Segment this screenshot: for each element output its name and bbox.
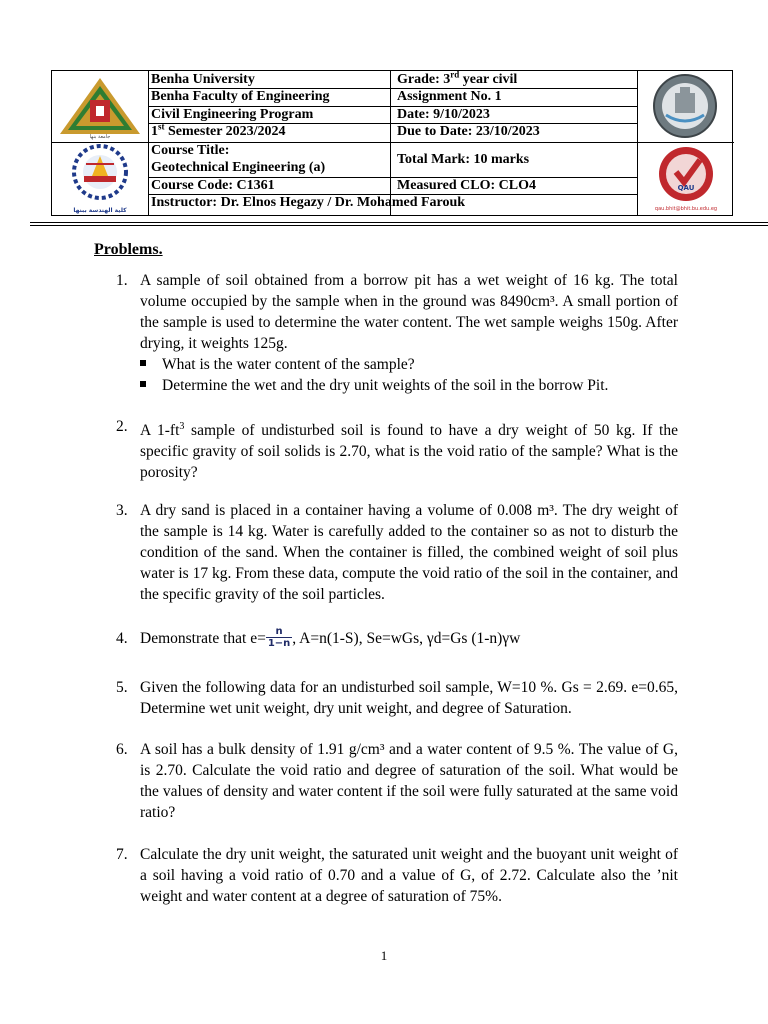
semester: 1st Semester 2023/2024: [151, 121, 286, 139]
qau-logo: [640, 142, 732, 216]
problem-7: 7. Calculate the dry unit weight, the saturated unit weight and the buoyant unit weight of a soil having a void ratio of 0.70 and a value of G, of 2.72. Calculate also the ’nit weight and water content at a degree of saturation of 75%.: [116, 846, 678, 905]
total-mark: Total Mark: 10 marks: [397, 152, 530, 167]
problem-6: 6. A soil has a bulk density of 1.91 g/cm³ and a water content of 9.5 %. The value of G, is 2.70. Calculate the void ratio and degree of saturation of the soil. What would be the values of density and water content if the soil were fully saturated at the same void ratio?: [116, 741, 678, 821]
university-seal-logo: [640, 73, 730, 139]
header-rule: [30, 225, 768, 226]
bullet-square-icon: [140, 381, 146, 387]
problem-3: 3. A dry sand is placed in a container having a volume of 0.008 m³. The dry weight of the sample is 14 kg. Water is carefully added to the container so as not to disturb the condition of the sand. When the container is filled, the combined weight of soil plus water is 17 kg. From these data, compute the void ratio of the soil in the container, and the specific gravity of the soil particles.: [116, 502, 678, 603]
course-code: Course Code: C1361: [151, 178, 275, 193]
header-table: [51, 70, 733, 216]
svg-text:كلية الهندسة ببنها: كلية الهندسة ببنها: [73, 207, 127, 214]
university-name: Benha University: [151, 72, 255, 87]
problem-1: 1. A sample of soil obtained from a borrow pit has a wet weight of 16 kg. The total volume occupied by the sample when in the ground was 8490cm³. A small portion of the sample is used to determine the water content. The wet sample weighs 150g. After drying, it weights 125g.: [116, 272, 678, 352]
due-date: Due to Date: 23/10/2023: [397, 124, 540, 139]
bullet-item: What is the water content of the sample?: [140, 354, 415, 375]
bullet-item: Determine the wet and the dry unit weights of the soil in the borrow Pit.: [140, 375, 608, 396]
program-name: Civil Engineering Program: [151, 107, 314, 122]
problem-5: 5. Given the following data for an undisturbed soil sample, W=10 %. Gs = 2.69. e=0.65, Determine wet unit weight, dry unit weight, and degree of Saturation.: [116, 679, 678, 717]
grade: Grade: 3rd year civil: [397, 69, 518, 87]
problem-2: 2. A $1-ft^3$ sample of undisturbed soil is found to have a dry weight of 50 kg. If the specific gravity of soil solids is 2.70, what is the void ratio of the sample? What is the porosity?: [116, 418, 678, 482]
assignment-date: Date: 9/10/2023: [397, 107, 490, 122]
measured-clo: Measured CLO: CLO4: [397, 178, 536, 193]
problems-heading: Problems.: [94, 241, 163, 258]
fraction: $\frac{n}{1-n}$: [267, 626, 291, 649]
svg-text:QAU: QAU: [677, 184, 695, 192]
svg-text:جامعة بنها: جامعة بنها: [89, 134, 111, 140]
faculty-name: Benha Faculty of Engineering: [151, 89, 330, 104]
instructor: Instructor: Dr. Elnos Hegazy / Dr. Mohamed Farouk: [151, 195, 466, 210]
problem-4: 4. Demonstrate that e= $\frac{n}{1-n}$ , A=n(1-S), Se=wGs, γd=Gs (1-n)γw: [116, 626, 521, 649]
engineering-faculty-logo: [56, 142, 144, 216]
assignment-number: Assignment No. 1: [397, 89, 502, 104]
svg-text:qau.bhit@bhit.bu.edu.eg: qau.bhit@bhit.bu.edu.eg: [654, 206, 718, 212]
bullet-square-icon: [140, 360, 146, 366]
course-title: Geotechnical Engineering (a): [151, 160, 326, 175]
course-title-label: Course Title:: [151, 143, 230, 158]
header-rule: [30, 222, 768, 223]
page-number: 1: [380, 948, 388, 963]
benha-university-logo: [56, 74, 144, 140]
